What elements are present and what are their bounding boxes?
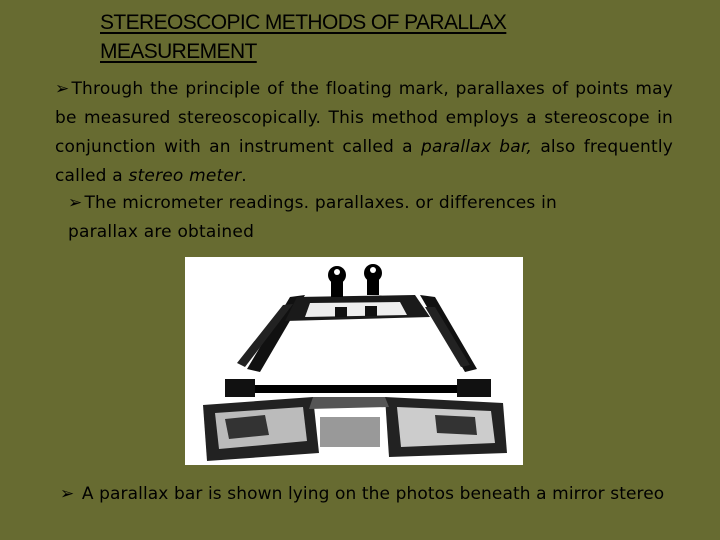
para1-italic-parallax-bar: parallax bar,	[420, 137, 533, 157]
bullet-paragraph-2	[68, 189, 628, 247]
title-line-2: MEASUREMENT	[100, 40, 257, 63]
para2-text: The micrometer readings. parallaxes. or differences in parallax are obtained	[68, 193, 557, 242]
arrow-bullet-icon: ➢	[68, 193, 83, 213]
arrow-bullet-icon: ➢	[55, 79, 70, 99]
caption-bullet	[60, 480, 664, 509]
caption-text: A parallax bar is shown lying on the photos beneath a mirror stereo	[81, 484, 665, 504]
para1-italic-stereo-meter: stereo meter	[128, 166, 242, 186]
slide-title	[100, 8, 506, 66]
stereoscope-photo	[185, 257, 523, 465]
para1-middle: also frequently called a	[55, 137, 674, 186]
para1-end: .	[241, 166, 247, 186]
title-line-1: STEREOSCOPIC METHODS OF PARALLAX	[100, 11, 507, 34]
arrow-bullet-icon: ➢	[60, 484, 75, 504]
bullet-paragraph-1	[55, 75, 673, 191]
stereoscope-illustration	[185, 257, 523, 465]
para1-text: Through the principle of the floating mark, parallaxes of points may be measured stereoscopically. This method employs a stereoscope in conjunction with an instrument called a	[55, 79, 673, 157]
